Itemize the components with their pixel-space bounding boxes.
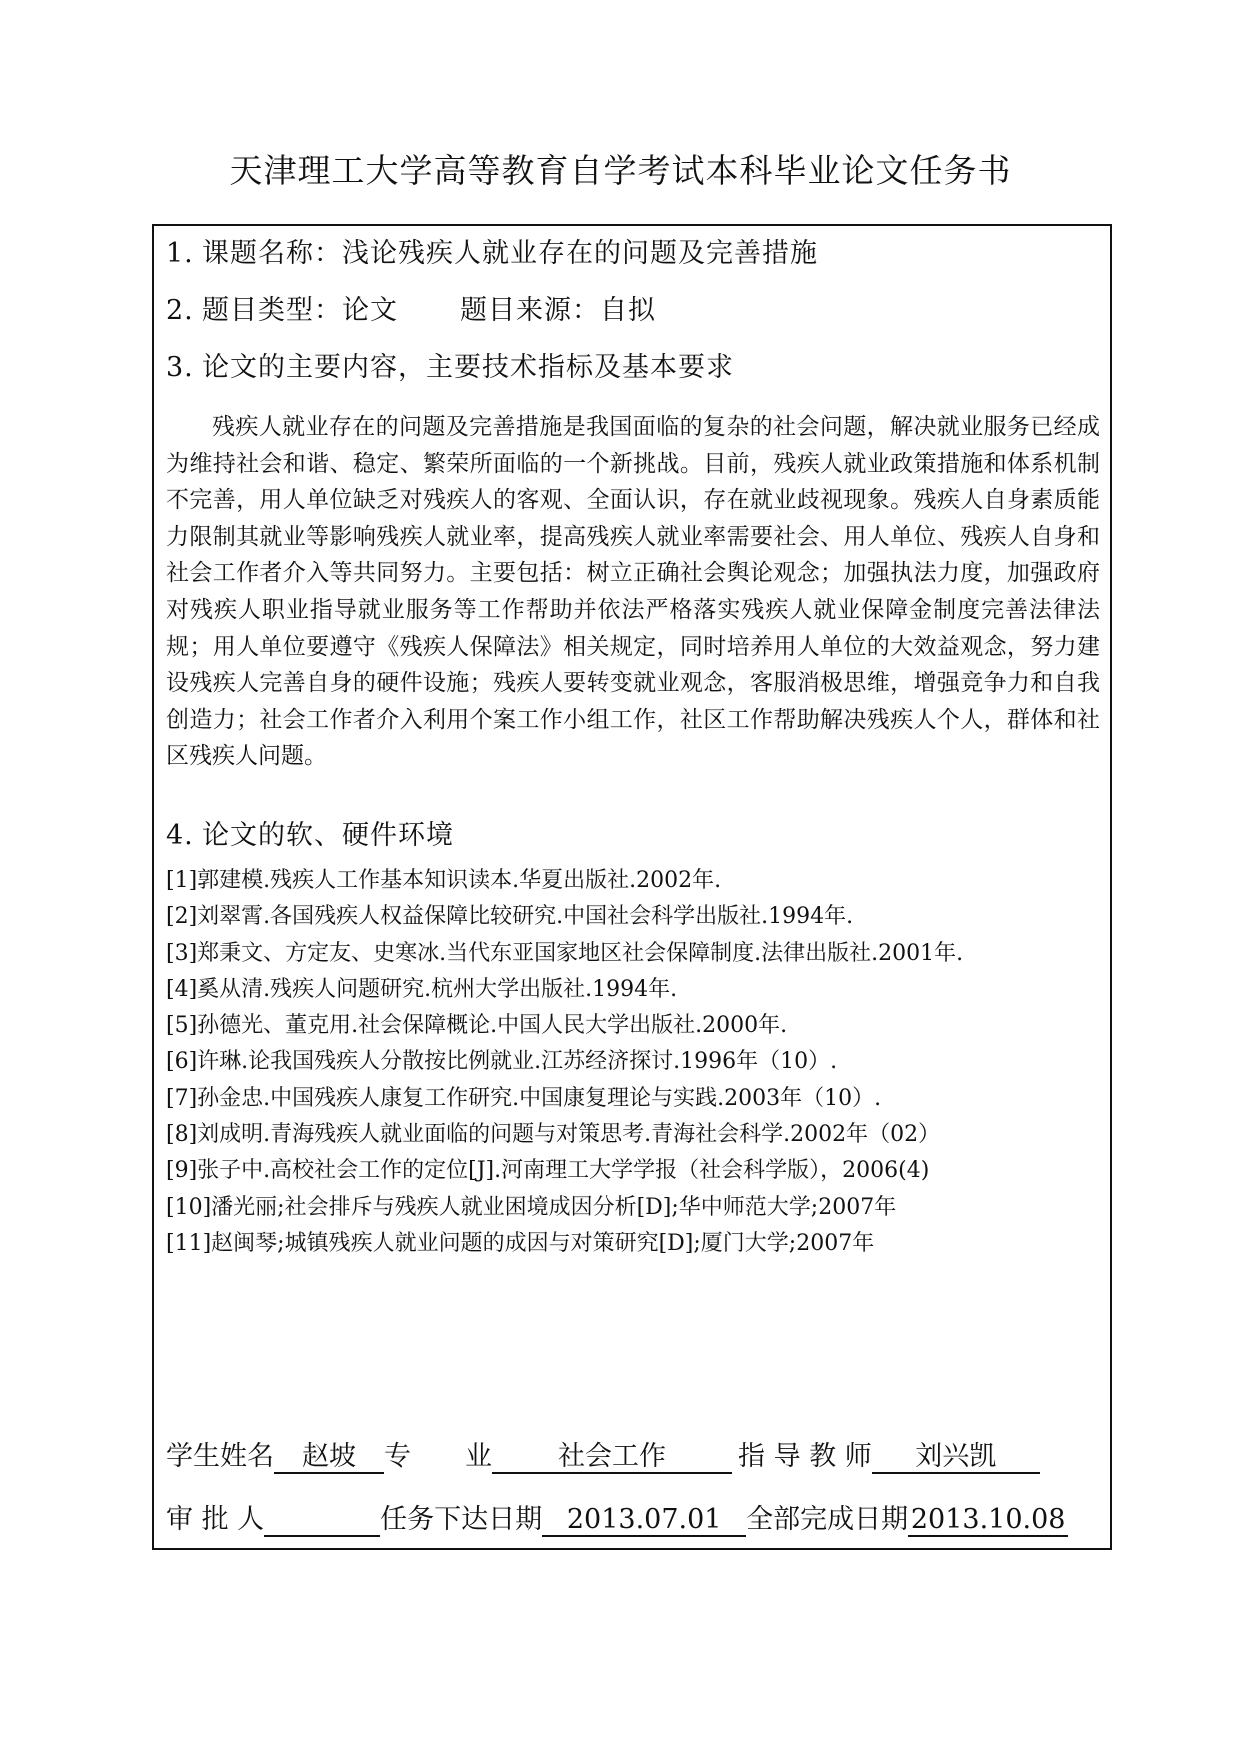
reference-item: [2]刘翠霄.各国残疾人权益保障比较研究.中国社会科学出版社.1994年. (166, 904, 854, 930)
type-value: 论文 (342, 295, 398, 326)
topic-value: 浅论残疾人就业存在的问题及完善措施 (342, 238, 818, 269)
environment-heading-text: 论文的软、硬件环境 (202, 820, 454, 851)
advisor-label: 指 导 教 师 (738, 1441, 872, 1472)
source-label: 题目来源： (460, 295, 600, 326)
type-num: 2. (166, 295, 194, 326)
student-value: 赵坡 (274, 1441, 384, 1474)
student-label: 学生姓名 (166, 1441, 274, 1472)
topic-num: 1. (166, 238, 194, 269)
major-value: 社会工作 (492, 1441, 732, 1474)
issue-date-label: 任务下达日期 (380, 1504, 543, 1535)
major-label: 专 业 (384, 1441, 492, 1472)
environment-heading (166, 813, 454, 852)
complete-date-label: 全部完成日期 (746, 1504, 909, 1535)
content-heading (166, 345, 734, 384)
type-label: 题目类型： (202, 295, 342, 326)
page-title: 天津理工大学高等教育自学考试本科毕业论文任务书 (229, 151, 1012, 190)
reference-item: [5]孙德光、董克用.社会保障概论.中国人民大学出版社.2000年. (166, 1013, 788, 1039)
content-num: 3. (166, 352, 194, 383)
reference-item: [7]孙金忠.中国残疾人康复工作研究.中国康复理论与实践.2003年（10）. (166, 1085, 882, 1111)
topic-row (166, 231, 818, 270)
type-row (166, 288, 656, 327)
approver-value (264, 1504, 380, 1537)
task-form (152, 224, 1112, 1550)
signature-row-2 (166, 1497, 1068, 1537)
reference-item: [4]奚从清.残疾人问题研究.杭州大学出版社.1994年. (166, 976, 678, 1002)
reference-item: [1]郭建模.残疾人工作基本知识读本.华夏出版社.2002年. (166, 868, 722, 893)
content-body: 残疾人就业存在的问题及完善措施是我国面临的复杂的社会问题，解决就业服务已经成为维持社会和谐、稳定、繁荣所面临的一个新挑战。目前，残疾人就业政策措施和体系机制不完善，用人单位缺乏对残疾人的客观、全面认识，存在就业歧视现象。残疾人自身素质能力限制其就业等影响残疾人就业率，提高残疾人就业率需要社会、用人单位、残疾人自身和社会工作者介入等共同努力。主要包括：树立正确社会舆论观念；加强执法力度，加强政府对残疾人职业指导就业服务等工作帮助并依法严格落实残疾人就业保障金制度完善法律法规；用人单位要遵守《残疾人保障法》相关规定，同时培养用人单位的大效益观念，努力建设残疾人完善自身的硬件设施；残疾人要转变就业观念，客服消极思维，增强竞争力和自我创造力；社会工作者介入利用个案工作小组工作，社区工作帮助解决残疾人个人，群体和社区残疾人问题。 (166, 414, 1100, 770)
approver-label: 审 批 人 (166, 1504, 265, 1535)
reference-item: [3]郑秉文、方定友、史寒冰.当代东亚国家地区社会保障制度.法律出版社.2001年. (166, 940, 964, 966)
complete-date-value: 2013.10.08 (908, 1504, 1068, 1537)
topic-label: 课题名称： (202, 238, 342, 269)
reference-item: [9]张子中.高校社会工作的定位[J].河南理工大学学报（社会科学版），2006(4) (166, 1158, 930, 1184)
content-heading-text: 论文的主要内容，主要技术指标及基本要求 (202, 352, 734, 383)
reference-item: [6]许琳.论我国残疾人分散按比例就业.江苏经济探讨.1996年（10）. (166, 1049, 838, 1075)
advisor-value: 刘兴凯 (872, 1441, 1040, 1474)
issue-date-value: 2013.07.01 (542, 1504, 746, 1537)
source-value: 自拟 (600, 295, 656, 326)
environment-num: 4. (166, 820, 194, 851)
reference-item: [10]潘光丽;社会排斥与残疾人就业困境成因分析[D];华中师范大学;2007年 (166, 1194, 897, 1220)
reference-list (166, 863, 1106, 1262)
reference-item: [11]赵闽琴;城镇残疾人就业问题的成因与对策研究[D];厦门大学;2007年 (166, 1230, 875, 1256)
reference-item: [8]刘成明.青海残疾人就业面临的问题与对策思考.青海社会科学.2002年（02） (166, 1122, 941, 1148)
signature-row-1 (166, 1434, 1040, 1474)
